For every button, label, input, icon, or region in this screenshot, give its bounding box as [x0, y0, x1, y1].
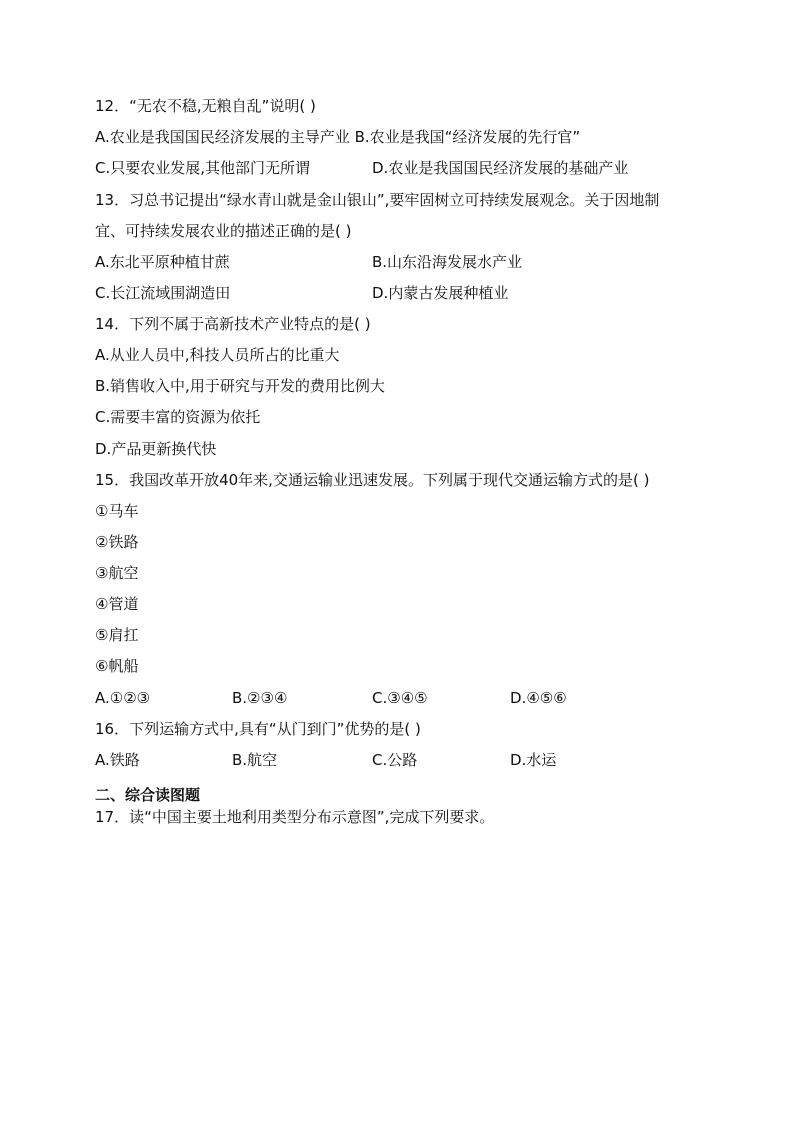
q13-stem-line1: 13．习总书记提出“绿水青山就是金山银山”,要牢固树立可持续发展观念。关于因地制 [95, 191, 660, 209]
q12-stem: 12．“无农不稳,无粮自乱”说明( ) [95, 97, 316, 115]
q15-item-1: ①马车 [95, 502, 139, 520]
q15-item-5: ⑤肩扛 [95, 626, 139, 644]
q16-option-c: C.公路 [372, 751, 418, 769]
q12-option-d: D.农业是我国国民经济发展的基础产业 [372, 159, 629, 177]
q12-options-row1 [95, 127, 580, 147]
q15-option-c: C.③④⑤ [372, 689, 428, 707]
q15-stem: 15．我国改革开放40年来,交通运输业迅速发展。下列属于现代交通运输方式的是( ) [95, 471, 650, 489]
q16-option-d: D.水运 [510, 751, 557, 769]
q14-stem: 14．下列不属于高新技术产业特点的是( ) [95, 315, 371, 333]
q16-stem: 16．下列运输方式中,具有“从门到门”优势的是( ) [95, 720, 421, 738]
q14-option-d: D.产品更新换代快 [95, 440, 217, 458]
q12-option-c: C.只要农业发展,其他部门无所谓 [95, 159, 311, 177]
q12-option-b: B.农业是我国“经济发展的先行官” [354, 128, 581, 146]
q13-option-b: B.山东沿海发展水产业 [372, 253, 523, 271]
q15-option-a: A.①②③ [95, 689, 151, 707]
q15-item-4: ④管道 [95, 595, 139, 613]
q14-option-c: C.需要丰富的资源为依托 [95, 408, 261, 426]
q16-option-b: B.航空 [232, 751, 278, 769]
q15-option-b: B.②③④ [232, 689, 288, 707]
q13-option-a: A.东北平原种植甘蔗 [95, 253, 230, 271]
q13-option-d: D.内蒙古发展种植业 [372, 284, 509, 302]
q17-stem: 17．读“中国主要土地利用类型分布示意图”,完成下列要求。 [95, 808, 495, 826]
q14-option-a: A.从业人员中,科技人员所占的比重大 [95, 346, 340, 364]
q15-item-3: ③航空 [95, 564, 139, 582]
q15-item-2: ②铁路 [95, 533, 139, 551]
section-2-heading: 二、综合读图题 [95, 786, 201, 804]
q13-option-c: C.长江流域围湖造田 [95, 284, 231, 302]
q15-item-6: ⑥帆船 [95, 657, 139, 675]
q13-stem-line2: 宜、可持续发展农业的描述正确的是( ) [95, 222, 352, 240]
q16-option-a: A.铁路 [95, 751, 140, 769]
q14-option-b: B.销售收入中,用于研究与开发的费用比例大 [95, 377, 385, 395]
q12-option-a: A.农业是我国国民经济发展的主导产业 [95, 128, 350, 146]
q15-option-d: D.④⑤⑥ [510, 689, 567, 707]
